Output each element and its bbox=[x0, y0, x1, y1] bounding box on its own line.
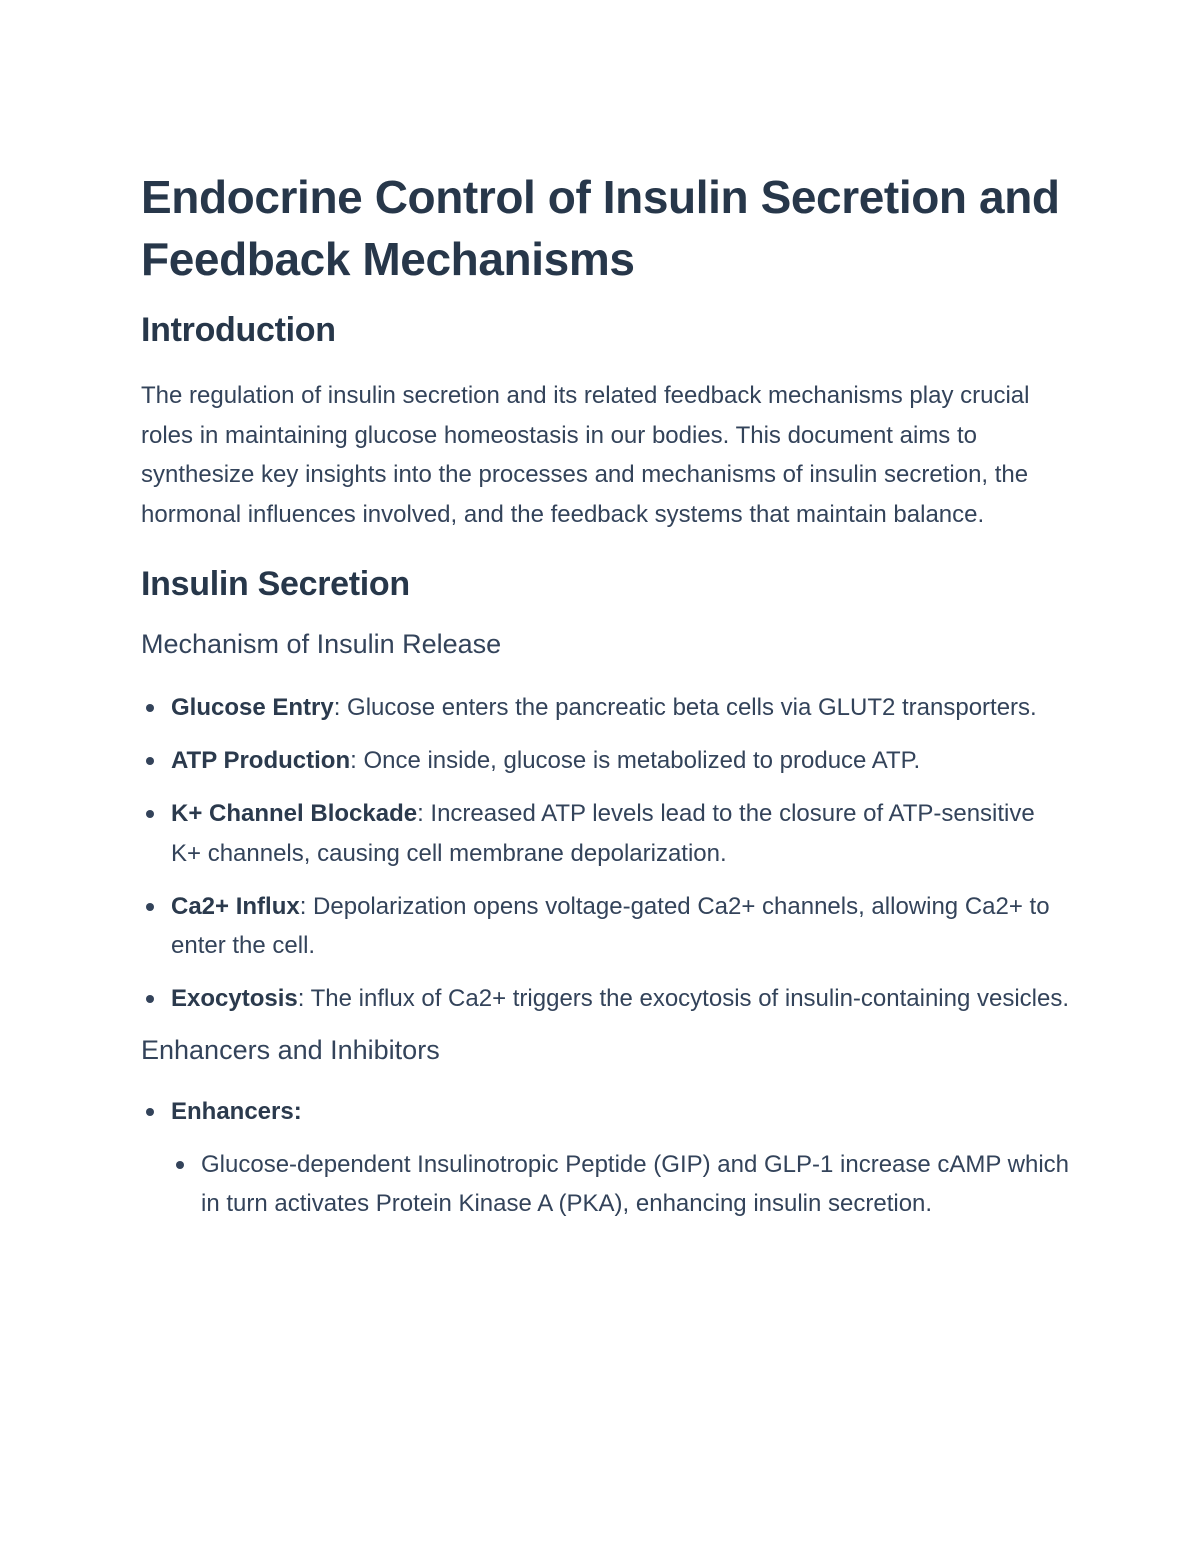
list-item bbox=[171, 979, 1071, 1019]
document-page bbox=[141, 166, 1071, 1224]
sublist-item-text: Glucose-dependent Insulinotropic Peptide (GIP) and GLP-1 increase cAMP which in turn activates Protein Kinase A (PKA), enhancing insulin secretion. bbox=[201, 1150, 1070, 1217]
list-item bbox=[171, 688, 1071, 728]
bullet-icon bbox=[176, 1161, 184, 1169]
introduction-heading: Introduction bbox=[141, 311, 336, 349]
bullet-icon bbox=[146, 995, 154, 1003]
list-item-term: K+ Channel Blockade bbox=[171, 800, 418, 827]
bullet-icon bbox=[146, 1108, 154, 1116]
bullet-icon bbox=[146, 704, 154, 712]
list-item-term: ATP Production bbox=[171, 747, 351, 774]
enhancers-inhibitors-heading: Enhancers and Inhibitors bbox=[141, 1035, 440, 1065]
list-item bbox=[171, 887, 1071, 966]
list-item bbox=[171, 794, 1071, 873]
bullet-icon bbox=[146, 757, 154, 765]
document-title: Endocrine Control of Insulin Secretion and Feedback Mechanisms bbox=[141, 171, 1060, 285]
mechanism-heading: Mechanism of Insulin Release bbox=[141, 629, 502, 659]
enhancers-inhibitors-list bbox=[141, 1092, 1071, 1224]
list-item-enhancers bbox=[171, 1092, 1071, 1224]
list-item-text: : Once inside, glucose is metabolized to produce ATP. bbox=[350, 747, 921, 774]
enhancers-sublist bbox=[171, 1145, 1071, 1224]
list-item bbox=[171, 741, 1071, 781]
list-item-term: Ca2+ Influx bbox=[171, 892, 300, 920]
sublist-item bbox=[201, 1145, 1071, 1224]
insulin-secretion-heading: Insulin Secretion bbox=[141, 565, 410, 603]
list-item-term: Exocytosis bbox=[171, 985, 298, 1012]
introduction-paragraph: The regulation of insulin secretion and its related feedback mechanisms play crucial roles in maintaining glucose homeostasis in our bodies. This document aims to synthesize key insights into the processes and mechanisms of insulin secretion, the hormonal influences involved, and the feedback systems that maintain balance. bbox=[141, 382, 1030, 528]
list-item-text: : Depolarization opens voltage-gated Ca2+ channels, allowing Ca2+ to enter the cell. bbox=[171, 892, 1050, 959]
enhancers-label: Enhancers: bbox=[171, 1098, 302, 1125]
list-item-text: : Glucose enters the pancreatic beta cells via GLUT2 transporters. bbox=[333, 694, 1037, 721]
mechanism-list bbox=[141, 688, 1071, 1019]
list-item-text: : The influx of Ca2+ triggers the exocytosis of insulin-containing vesicles. bbox=[297, 985, 1070, 1012]
bullet-icon bbox=[146, 810, 154, 818]
bullet-icon bbox=[146, 903, 154, 911]
list-item-text: : Increased ATP levels lead to the closure of ATP-sensitive K+ channels, causing cell membrane depolarization. bbox=[171, 800, 1035, 867]
list-item-term: Glucose Entry bbox=[171, 694, 334, 721]
